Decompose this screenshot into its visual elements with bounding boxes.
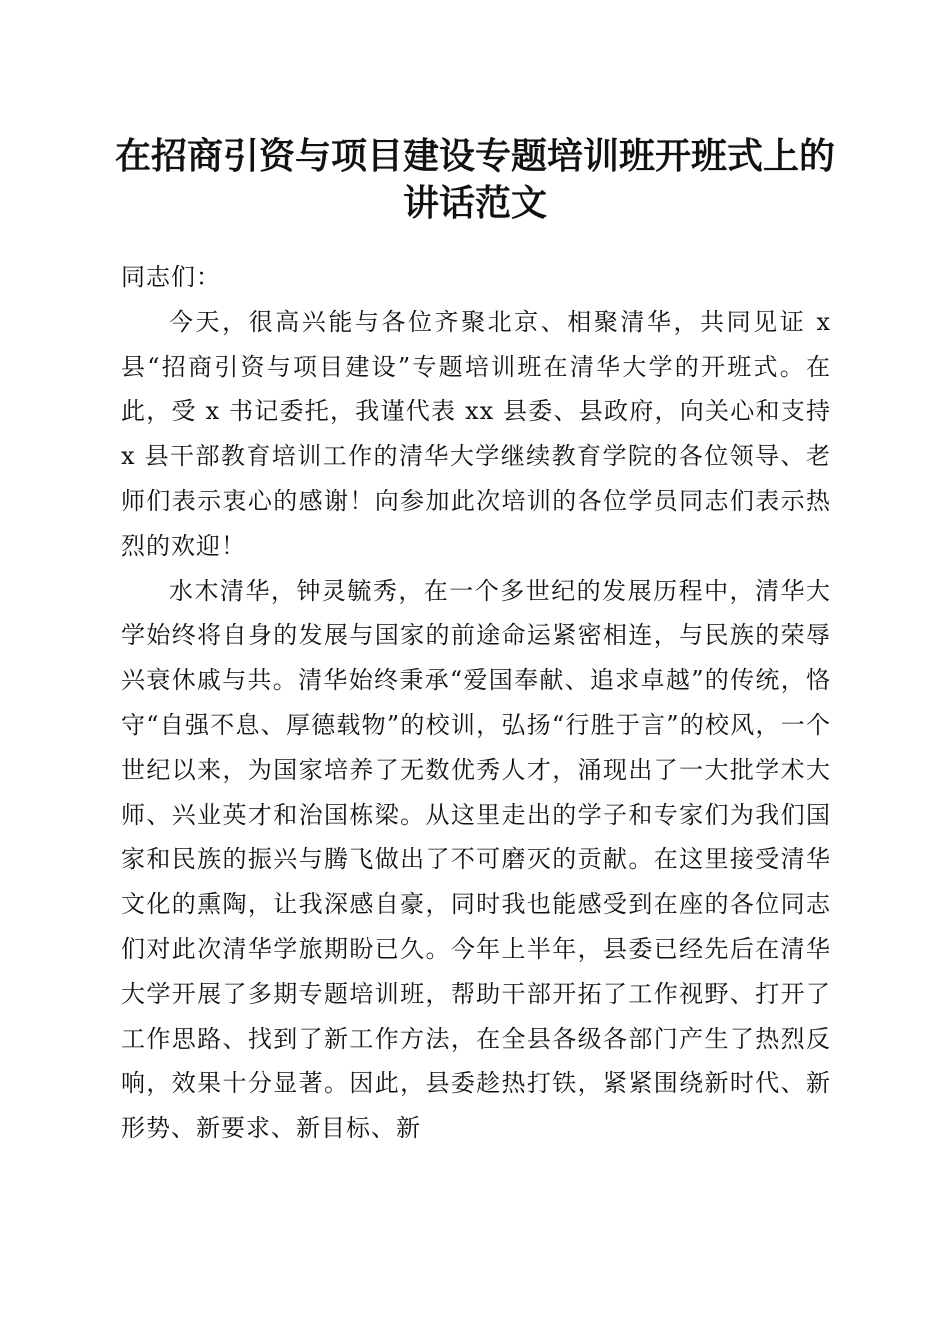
paragraph-1: 今天，很高兴能与各位齐聚北京、相聚清华，共同见证 x 县“招商引资与项目建设”专题培训班在清华大学的开班式。在此，受 x 书记委托，我谨代表 xx 县委、县政府，向关心和支持 x 县干部教育培训工作的清华大学继续教育学院的各位领导、老师们表示衷心的感谢！向参加此次培训的各位学员同志们表示热烈的欢迎！ <box>121 307 831 560</box>
title-line-2: 讲话范文 <box>402 182 547 224</box>
title-line-1: 在招商引资与项目建设专题培训班开班式上的 <box>114 135 835 177</box>
paragraph-2: 水木清华，钟灵毓秀，在一个多世纪的发展历程中，清华大学始终将自身的发展与国家的前途命运紧密相连，与民族的荣辱兴衰休戚与共。清华始终秉承“爱国奉献、追求卓越”的传统，恪守“自强不息、厚德载物”的校训，弘扬“行胜于言”的校风，一个世纪以来，为国家培养了无数优秀人才，涌现出了一大批学术大师、兴业英才和治国栋梁。从这里走出的学子和专家们为我们国家和民族的振兴与腾飞做出了不可磨灭的贡献。在这里接受清华文化的熏陶，让我深感自豪，同时我也能感受到在座的各位同志们对此次清华学旅期盼已久。今年上半年，县委已经先后在清华大学开展了多期专题培训班，帮助干部开拓了工作视野、打开了工作思路、找到了新工作方法，在全县各级各部门产生了热烈反响，效果十分显著。因此，县委趁热打铁，紧紧围绕新时代、新形势、新要求、新目标、新 <box>121 576 831 1143</box>
document-title <box>100 133 850 227</box>
document-body <box>121 255 831 1151</box>
salutation: 同志们： <box>121 263 221 291</box>
